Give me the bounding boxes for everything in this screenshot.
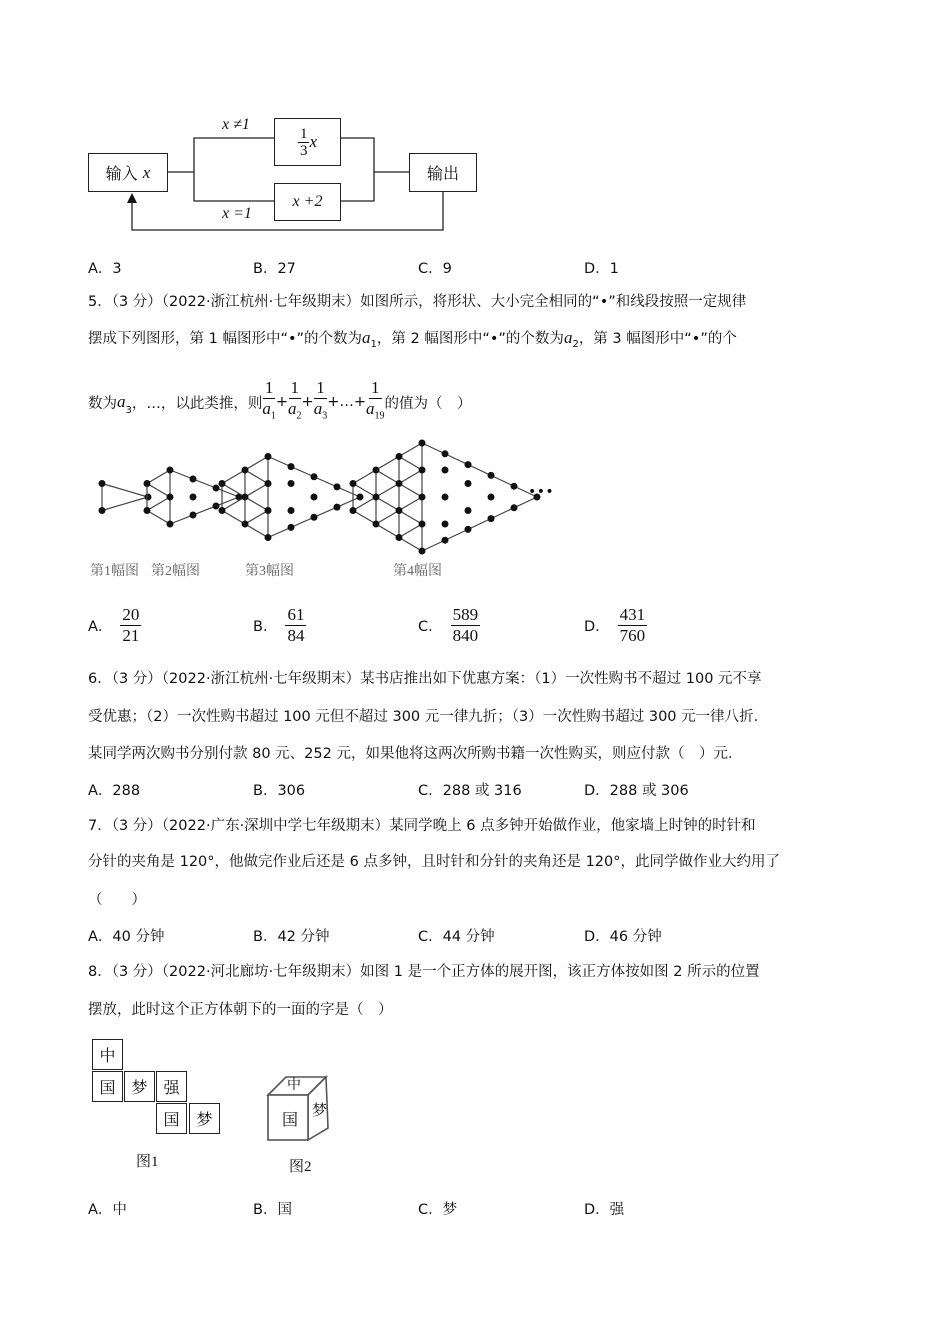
figure-segment (422, 497, 537, 551)
var-a: a (563, 328, 573, 347)
figure-dot (242, 521, 249, 528)
net-cell: 梦 (124, 1071, 155, 1102)
denominator: 840 (452, 626, 479, 645)
option-label: B． (253, 619, 278, 635)
figure-dot (396, 480, 403, 487)
figure-dot (442, 467, 449, 474)
figure-dot (350, 507, 357, 514)
add-expression: x +2 (292, 193, 323, 210)
figure-dot (419, 548, 426, 555)
q8-line-1: 8．（3 分）（2022·河北廊坊·七年级期末）如图 1 是一个正方体的展开图，该正方体按如图 2 所示的位置 (88, 964, 760, 980)
figure-segment (353, 511, 376, 525)
figure-dot (488, 515, 495, 522)
option-a[interactable]: A．40 分钟 (88, 929, 165, 945)
net-cell: 中 (92, 1039, 123, 1070)
figure-segment (102, 484, 148, 498)
figure-dot (465, 461, 472, 468)
option-a[interactable]: A．288 (88, 783, 141, 799)
figure-dot (442, 494, 449, 501)
option-b[interactable]: B．国 (253, 1202, 292, 1218)
option-b[interactable] (253, 605, 306, 646)
text: 数为 (88, 395, 117, 412)
q8-line-2: 摆放，此时这个正方体朝下的一面的字是（ ） (88, 1002, 393, 1018)
var-a: a (313, 399, 323, 418)
option-b[interactable]: B．42 分钟 (253, 929, 330, 945)
denominator: 21 (122, 626, 140, 645)
figure-dot (99, 480, 106, 487)
subscript: 1 (370, 338, 377, 350)
figure-1-label: 图1 (136, 1154, 159, 1170)
option-c[interactable]: C．44 分钟 (418, 929, 495, 945)
figure-segment (222, 511, 245, 525)
figure-segment (245, 470, 268, 484)
var-a: a (288, 399, 297, 418)
var-a: a (262, 399, 271, 418)
q5-line-1: 5．（3 分）（2022·浙江杭州·七年级期末）如图所示，将形状、大小完全相同的“•”和线段按照一定规律 (88, 294, 747, 310)
figure-segment (376, 524, 399, 538)
text: ，…，以此类推，则 (131, 395, 263, 412)
option-a[interactable]: A．3 (88, 261, 122, 277)
figure-dot (219, 507, 226, 514)
figure-dot (265, 534, 272, 541)
figure-segment (170, 470, 239, 497)
figure-segment (147, 511, 170, 525)
figure-dot (465, 480, 472, 487)
figure-dot (442, 521, 449, 528)
figure-ellipsis: • • • (528, 484, 552, 500)
figure-segment (399, 484, 422, 498)
option-d[interactable] (584, 605, 647, 646)
figure-dot (442, 537, 449, 544)
input-label: 输入 (105, 164, 138, 183)
subscript: 1 (270, 410, 276, 422)
plus: + (301, 394, 314, 411)
figure-dot (99, 507, 106, 514)
figure-segment (422, 443, 537, 497)
box-var: x (309, 132, 318, 151)
option-b[interactable]: B．27 (253, 261, 296, 277)
figure-segment (222, 470, 245, 484)
option-a[interactable]: A．中 (88, 1202, 127, 1218)
net-cell: 强 (156, 1071, 187, 1102)
option-label: C． (418, 619, 443, 635)
option-b[interactable]: B．306 (253, 783, 306, 799)
q7-line-3: （ ） (88, 892, 146, 908)
ellipsis: … (339, 394, 354, 411)
condition-one: x =1 (222, 205, 252, 222)
figure-segment (245, 484, 268, 498)
figure-dot (145, 494, 152, 501)
figure-segment (376, 484, 399, 498)
input-var: x (142, 162, 151, 182)
q7-line-2: 分针的夹角是 120°，他做完作业后还是 6 点多钟，且时针和分针的夹角还是 120°，此同学做作业大约用了 (88, 854, 781, 870)
figure-segment (376, 470, 399, 484)
numerator: 431 (619, 605, 646, 624)
figure-dot (419, 521, 426, 528)
denominator: 84 (287, 626, 305, 645)
option-c[interactable]: C．288 或 316 (418, 783, 522, 799)
figure-dot (190, 512, 197, 519)
net-cell: 国 (92, 1071, 123, 1102)
figure-segment (399, 443, 422, 457)
figure-dot (311, 514, 318, 521)
figure-segment (399, 497, 422, 511)
output-label: 输出 (426, 164, 459, 183)
figure-label-1: 第1幅图 (90, 564, 139, 579)
numerator: 1 (290, 378, 300, 397)
cube-side-face: 梦 (312, 1101, 328, 1119)
q6-line-2: 受优惠；（2）一次性购书超过 100 元但不超过 300 元一律九折；（3）一次性购书超过 300 元一律八折． (88, 709, 769, 725)
figure-segment (245, 457, 268, 471)
figure-dot (334, 504, 341, 511)
option-d[interactable]: D．288 或 306 (584, 783, 689, 799)
figure-dot (419, 440, 426, 447)
text: ，第 3 幅图形中“•”的个 (578, 331, 737, 347)
figure-segment (399, 511, 422, 525)
figure-dot (265, 453, 272, 460)
net-cell: 梦 (189, 1103, 220, 1134)
figure-dot (167, 467, 174, 474)
cube-top-face: 中 (287, 1077, 301, 1093)
text: ，第 2 幅图形中“•”的个数为 (376, 331, 564, 347)
figure-label-2: 第2幅图 (151, 564, 200, 579)
figure-segment (353, 470, 376, 484)
figure-dot (242, 494, 249, 501)
figure-dot (213, 503, 220, 510)
numerator: 61 (287, 605, 305, 624)
subscript: 3 (322, 410, 328, 422)
cube-front-face: 国 (282, 1110, 299, 1129)
figure-dot (144, 480, 151, 487)
figure-dot (465, 507, 472, 514)
figure-dot (265, 480, 272, 487)
figure-dot (288, 480, 295, 487)
subscript: 2 (572, 338, 579, 350)
option-a[interactable] (88, 605, 141, 646)
figure-dot (311, 494, 318, 501)
figure-dot (396, 453, 403, 460)
subscript: 3 (125, 405, 132, 417)
figure-dot (350, 480, 357, 487)
text: 的值为（ ） (384, 395, 472, 412)
dot-pattern-figure (0, 0, 600, 600)
figure-dot (373, 467, 380, 474)
figure-segment (376, 497, 399, 511)
figure-dot (311, 473, 318, 480)
figure-dot (265, 507, 272, 514)
figure-dot (488, 494, 495, 501)
plus: + (275, 394, 289, 411)
figure-segment (170, 497, 239, 524)
figure-dot (373, 494, 380, 501)
subscript: 19 (374, 410, 385, 422)
figure-segment (147, 470, 170, 484)
q7-line-1: 7．（3 分）（2022·广东·深圳中学七年级期末）某同学晚上 6 点多钟开始做作业，他家墙上时钟的时针和 (88, 818, 756, 834)
net-cell: 国 (156, 1103, 187, 1134)
option-label: D． (584, 619, 610, 635)
figure-dot (396, 534, 403, 541)
q6-line-1: 6．（3 分）（2022·浙江杭州·七年级期末）某书店推出如下优惠方案：（1）一次性购书不超过 100 元不享 (88, 671, 762, 687)
figure-dot (465, 526, 472, 533)
figure-dot (144, 507, 151, 514)
figure-segment (399, 470, 422, 484)
figure-dot (334, 483, 341, 490)
figure-dot (373, 521, 380, 528)
figure-2-label: 图2 (289, 1159, 312, 1175)
figure-dot (167, 521, 174, 528)
plus: + (327, 394, 340, 411)
figure-dot (419, 467, 426, 474)
numerator: 1 (371, 378, 380, 397)
option-d[interactable]: D．1 (584, 261, 619, 277)
figure-dot (511, 504, 518, 511)
figure-dot (167, 494, 174, 501)
numerator: 20 (122, 605, 140, 624)
figure-dot (288, 524, 295, 531)
figure-segment (376, 511, 399, 525)
figure-dot (213, 485, 220, 492)
option-d[interactable]: D．强 (584, 1202, 625, 1218)
figure-segment (399, 457, 422, 471)
figure-segment (399, 524, 422, 538)
figure-dot (396, 507, 403, 514)
figure-segment (399, 538, 422, 552)
option-c[interactable]: C．9 (418, 261, 452, 277)
figure-segment (245, 524, 268, 538)
figure-dot (511, 483, 518, 490)
option-c[interactable]: C．梦 (418, 1202, 458, 1218)
figure-dot (219, 480, 226, 487)
text: 摆成下列图形，第 1 幅图形中“•”的个数为 (88, 331, 363, 347)
var-a: a (366, 399, 375, 418)
q6-line-3: 某同学两次购书分别付款 80 元、252 元，如果他将这两次所购书籍一次性购买，则应付款（ ）元． (88, 746, 743, 762)
figure-dot (419, 494, 426, 501)
figure-segment (245, 511, 268, 525)
numerator: 1 (316, 378, 325, 397)
fraction-numerator: 1 (299, 125, 308, 142)
numerator: 589 (452, 605, 479, 624)
fraction-denominator: 3 (299, 142, 308, 159)
condition-not-one: x ≠1 (222, 116, 250, 133)
plus: + (353, 394, 366, 411)
figure-dot (357, 494, 364, 501)
numerator: 1 (264, 378, 274, 397)
figure-dot (190, 476, 197, 483)
figure-dot (442, 450, 449, 457)
figure-label-4: 第4幅图 (393, 564, 442, 579)
figure-dot (190, 494, 197, 501)
figure-dot (488, 472, 495, 479)
figure-dot (242, 467, 249, 474)
option-d[interactable]: D．46 分钟 (584, 929, 662, 945)
figure-dot (288, 463, 295, 470)
figure-label-3: 第3幅图 (245, 564, 294, 579)
var-a: a (362, 328, 371, 347)
figure-segment (102, 497, 148, 511)
option-label: A． (88, 619, 113, 635)
var-a: a (117, 392, 126, 412)
denominator: 760 (619, 626, 646, 645)
figure-dot (288, 507, 295, 514)
figure-segment (376, 457, 399, 471)
option-c[interactable] (418, 605, 480, 646)
figure-segment (245, 497, 268, 511)
subscript: 2 (296, 410, 302, 422)
